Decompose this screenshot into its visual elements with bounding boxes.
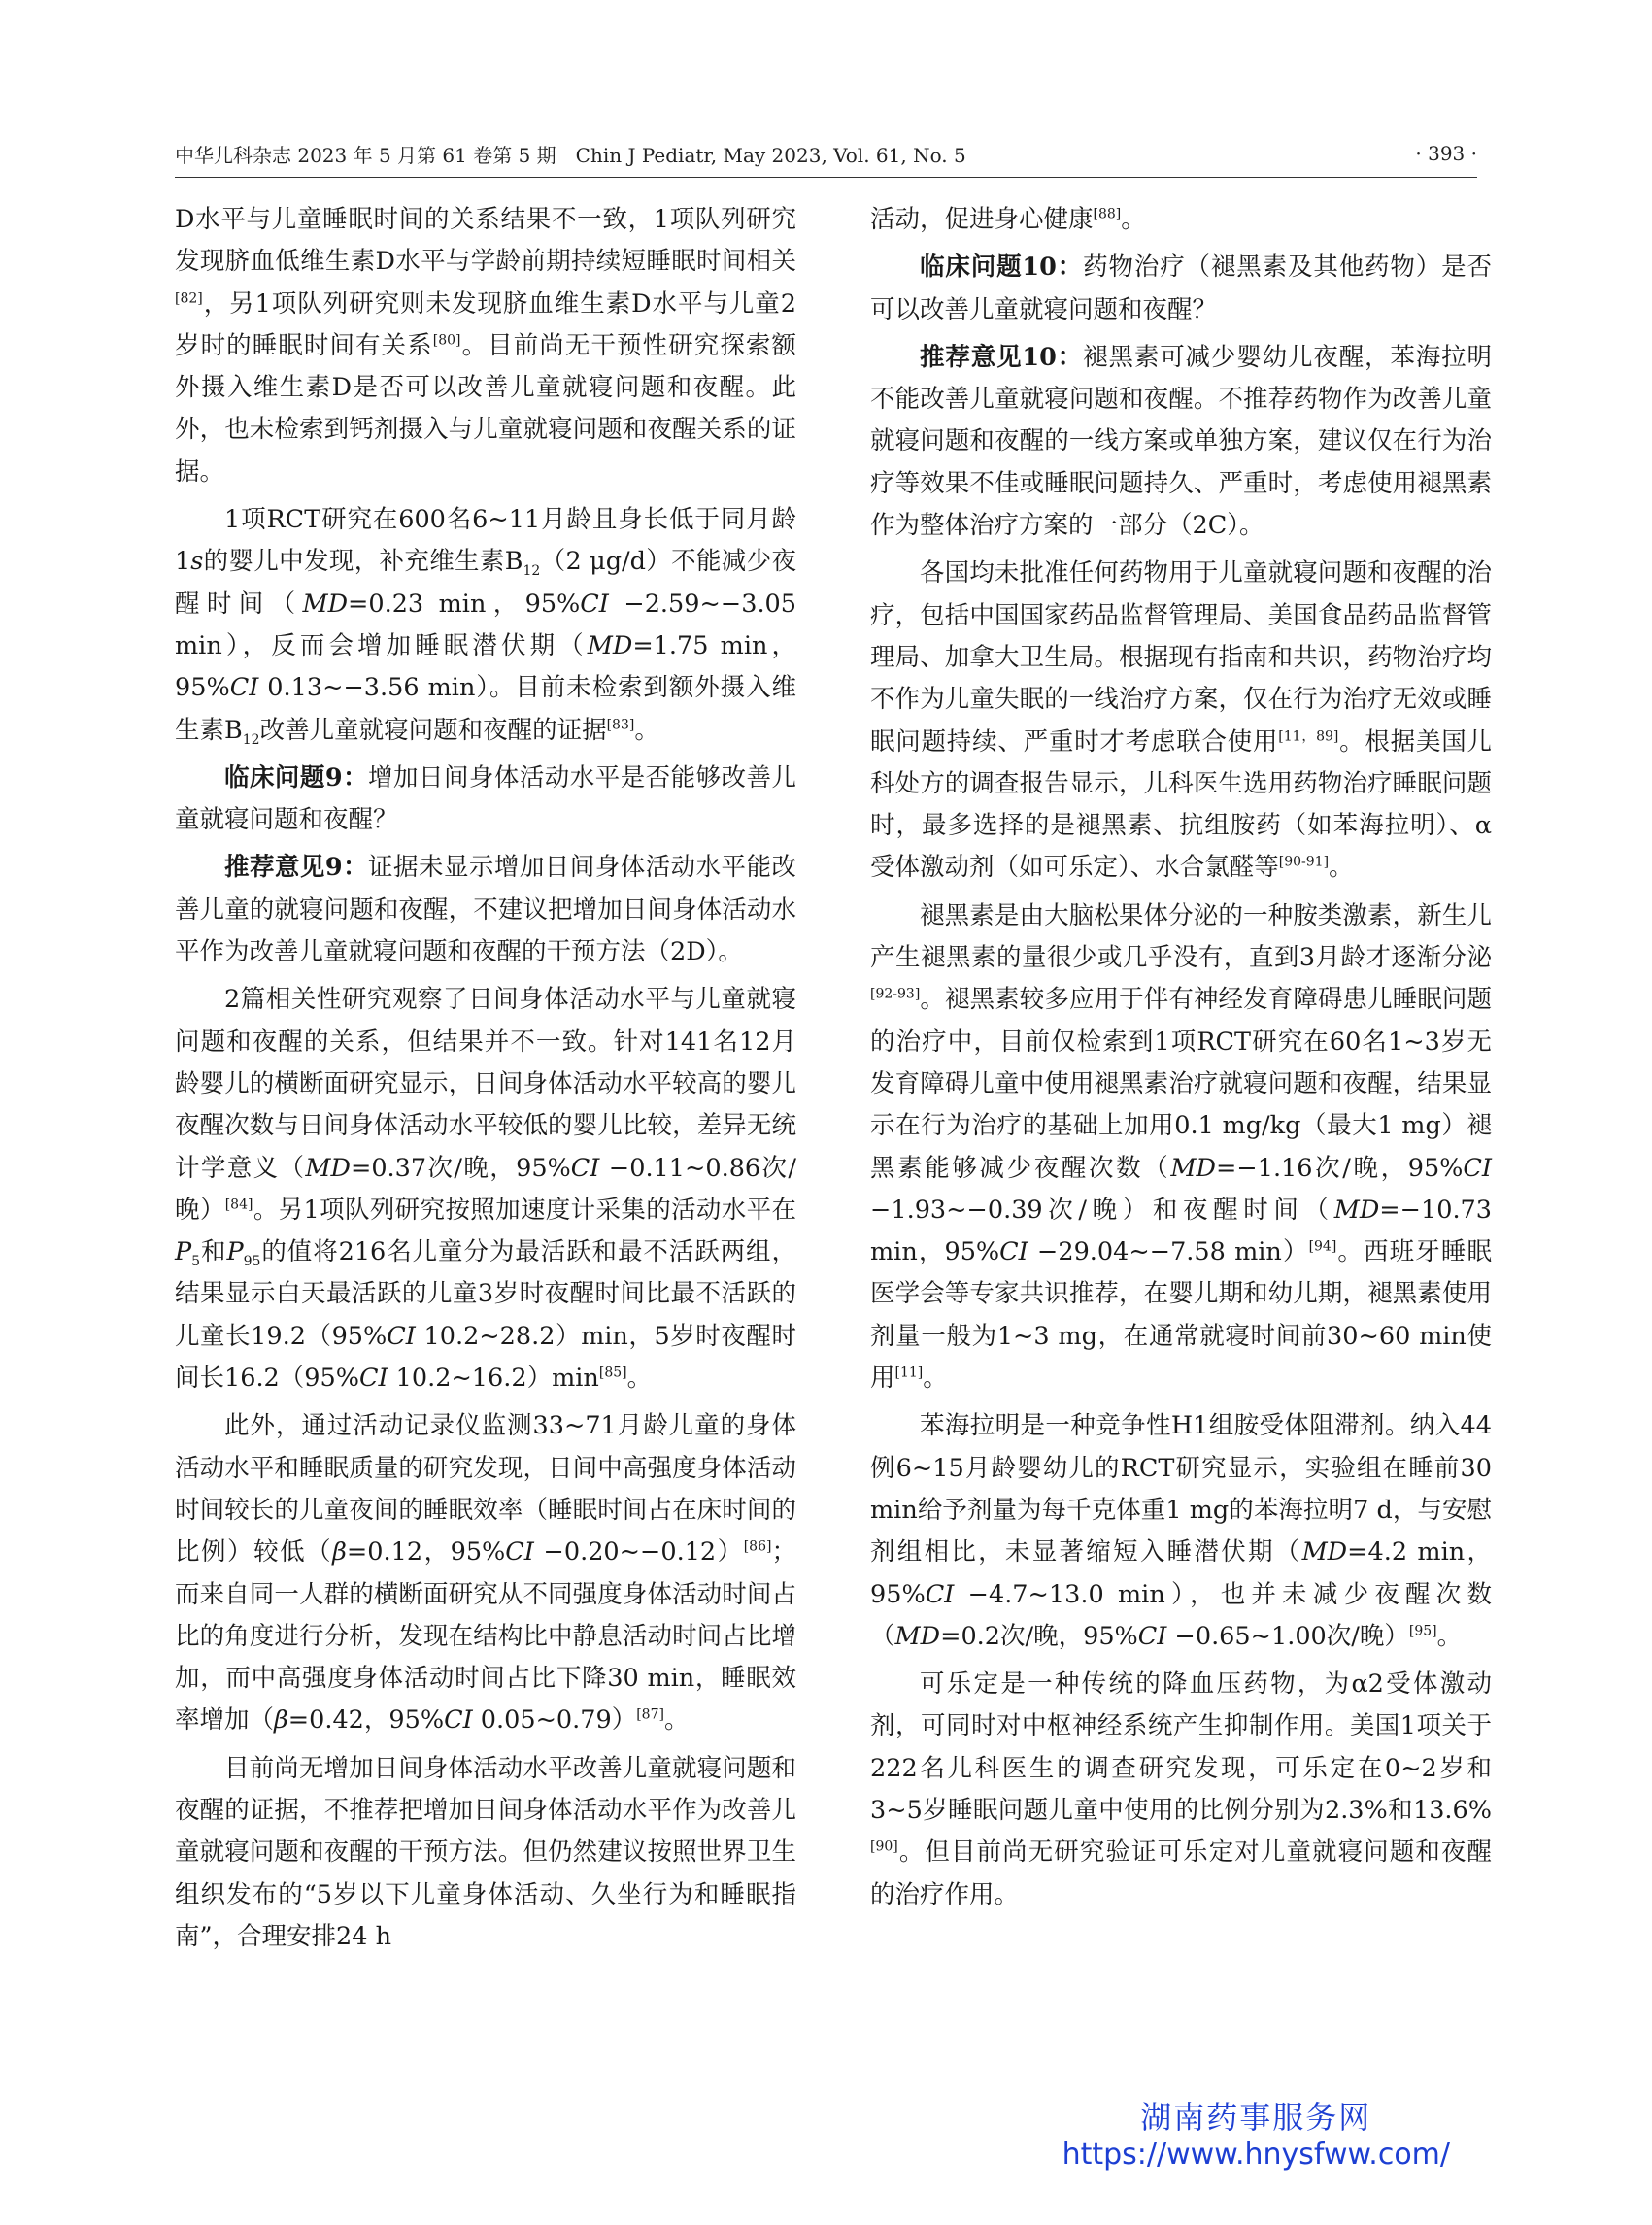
citation[interactable]: [82] [175, 290, 203, 307]
running-head [175, 134, 1477, 173]
citation[interactable]: [88] [1093, 206, 1122, 222]
clinical-question-9: 临床问题9：增加日间身体活动水平是否能够改善儿童就寝问题和夜醒？ [175, 762, 796, 835]
journal-citation: 中华儿科杂志 2023 年 5 月第 61 卷第 5 期 Chin J Pediatr, May 2023, Vol. 61, No. 5 [175, 143, 966, 167]
recommendation-10: 推荐意见10：褪黑素可减少婴幼儿夜醒，苯海拉明不能改善儿童就寝问题和夜醒。不推荐药物作为改善儿童就寝问题和夜醒的一线方案或单独方案，建议仅在行为治疗等效果不佳或睡眠问题持久、严重时，考虑使用褪黑素作为整体治疗方案的一部分（2C）。 [870, 342, 1492, 541]
citation[interactable]: [95] [1408, 1623, 1437, 1639]
header-rule [175, 177, 1477, 178]
citation[interactable]: [85] [598, 1365, 627, 1381]
watermark-name: 湖南药事服务网 [1140, 2099, 1372, 2136]
citation[interactable]: [80] [432, 332, 461, 349]
paragraph: 苯海拉明是一种竞争性H1组胺受体阻滞剂。纳入44例6~15月龄婴幼儿的RCT研究显示，实验组在睡前30 min给予剂量为每千克体重1 mg的苯海拉明7 d，与安慰剂组相比，未显著缩短入睡潜伏期（MD=4.2 min，95%CI −4.7~13.0 min），也并未减少夜醒次数（MD=0.2次/晚，95%CI −0.65~1.00次/晚）[95]。 [870, 1411, 1492, 1651]
citation[interactable]: [11] [894, 1365, 924, 1381]
paragraph: 2篇相关性研究观察了日间身体活动水平与儿童就寝问题和夜醒的关系，但结果并不一致。针对141名12月龄婴儿的横断面研究显示，日间身体活动水平较高的婴儿夜醒次数与日间身体活动水平较低的婴儿比较，差异无统计学意义（MD=0.37次/晚，95%CI −0.11~0.86次/晚）[84]。另1项队列研究按照加速度计采集的活动水平在$P_5$和$P_{95}$的值将216名儿童分为最活跃和最不活跃两组，结果显示白天最活跃的儿童3岁时夜醒时间比最不活跃的儿童长19.2（95%CI 10.2~28.2）min，5岁时夜醒时间长16.2（95%CI 10.2~16.2）min[85]。 [175, 985, 796, 1394]
paragraph: 褪黑素是由大脑松果体分泌的一种胺类激素，新生儿产生褪黑素的量很少或几乎没有，直到3月龄才逐渐分泌[92-93]。褪黑素较多应用于伴有神经发育障碍患儿睡眠问题的治疗中，目前仅检索到1项RCT研究在60名1~3岁无发育障碍儿童中使用褪黑素治疗就寝问题和夜醒，结果显示在行为治疗的基础上加用0.1 mg/kg（最大1 mg）褪黑素能够减少夜醒次数（MD=−1.16次/晚，95%CI −1.93~−0.39次/晚）和夜醒时间（MD=−10.73 min，95%CI −29.04~−7.58 min）[94]。西班牙睡眠医学会等专家共识推荐，在婴儿期和幼儿期，褪黑素使用剂量一般为1~3 mg，在通常就寝时间前30~60 min使用[11]。 [870, 900, 1492, 1394]
citation[interactable]: [90] [870, 1838, 898, 1855]
paragraph: 可乐定是一种传统的降血压药物，为α2受体激动剂，可同时对中枢神经系统产生抑制作用。美国1项关于222名儿科医生的调查研究发现，可乐定在0~2岁和3~5岁睡眠问题儿童中使用的比例分别为2.3%和13.6%[90]。但目前尚无研究验证可乐定对儿童就寝问题和夜醒的治疗作用。 [870, 1669, 1492, 1909]
citation[interactable]: [94] [1308, 1238, 1337, 1255]
paragraph: 目前尚无增加日间身体活动水平改善儿童就寝问题和夜醒的证据，不推荐把增加日间身体活动水平作为改善儿童就寝问题和夜醒的干预方法。但仍然建议按照世界卫生组织发布的“5岁以下儿童身体活动、久坐行为和睡眠指南”，合理安排24 h [175, 1753, 796, 1951]
paragraph: 1项RCT研究在600名6~11月龄且身长低于同月龄1s的婴儿中发现，补充维生素$B_{12}(2$ μg/d）不能减少夜醒时间（MD=0.23 min，95%CI −2.59~−3.05 min），反而会增加睡眠潜伏期（MD=1.75 min，95%CI 0.13~−3.56 min）。目前未检索到额外摄入维生素$B_{12}$改善儿童就寝问题和夜醒的证据[83]。 [175, 505, 796, 748]
citation[interactable]: [83] [606, 717, 635, 733]
right-column [870, 199, 1492, 1916]
citation[interactable]: [11，89] [1278, 728, 1339, 745]
citation[interactable]: [84] [224, 1197, 253, 1213]
citation[interactable]: [90-91] [1278, 854, 1330, 870]
left-column [175, 199, 796, 1958]
citation[interactable]: [92-93] [870, 986, 921, 1002]
paragraph: 此外，通过活动记录仪监测33~71月龄儿童的身体活动水平和睡眠质量的研究发现，日间中高强度身体活动时间较长的儿童夜间的睡眠效率（睡眠时间占在床时间的比例）较低（β=0.12，95%CI −0.20~−0.12）[86]；而来自同一人群的横断面研究从不同强度身体活动时间占比的角度进行分析，发现在结构比中静息活动时间占比增加，而中高强度身体活动时间占比下降30 min，睡眠效率增加（β=0.42，95%CI 0.05~0.79）[87]。 [175, 1411, 796, 1736]
paragraph: 活动，促进身心健康[88]。 [870, 205, 1146, 234]
paragraph: D水平与儿童睡眠时间的关系结果不一致，1项队列研究发现脐血低维生素D水平与学龄前期持续短睡眠时间相关[82]，另1项队列研究则未发现脐血维生素D水平与儿童2岁时的睡眠时间有关系[80]。目前尚无干预性研究探索额外摄入维生素D是否可以改善儿童就寝问题和夜醒。此外，也未检索到钙剂摄入与儿童就寝问题和夜醒关系的证据。 [175, 205, 796, 487]
clinical-question-10: 临床问题10：药物治疗（褪黑素及其他药物）是否可以改善儿童就寝问题和夜醒？ [870, 253, 1492, 324]
recommendation-9: 推荐意见9：证据未显示增加日间身体活动水平能改善儿童的就寝问题和夜醒，不建议把增加日间身体活动水平作为改善儿童就寝问题和夜醒的干预方法（2D）。 [175, 853, 796, 967]
watermark [1062, 2093, 1450, 2172]
citation[interactable]: [87] [636, 1706, 664, 1723]
paragraph: 各国均未批准任何药物用于儿童就寝问题和夜醒的治疗，包括中国国家药品监督管理局、美国食品药品监督管理局、加拿大卫生局。根据现有指南和共识，药物治疗均不作为儿童失眠的一线治疗方案，仅在行为治疗无效或睡眠问题持续、严重时才考虑联合使用[11，89]。根据美国儿科处方的调查报告显示，儿科医生选用药物治疗睡眠问题时，最多选择的是褪黑素、抗组胺药（如苯海拉明）、α受体激动剂（如可乐定）、水合氯醛等[90-91]。 [870, 558, 1492, 883]
watermark-url[interactable]: https://www.hnysfww.com/ [1062, 2138, 1450, 2172]
citation[interactable]: [86] [743, 1538, 772, 1555]
page-number: · 393 · [1415, 142, 1477, 165]
